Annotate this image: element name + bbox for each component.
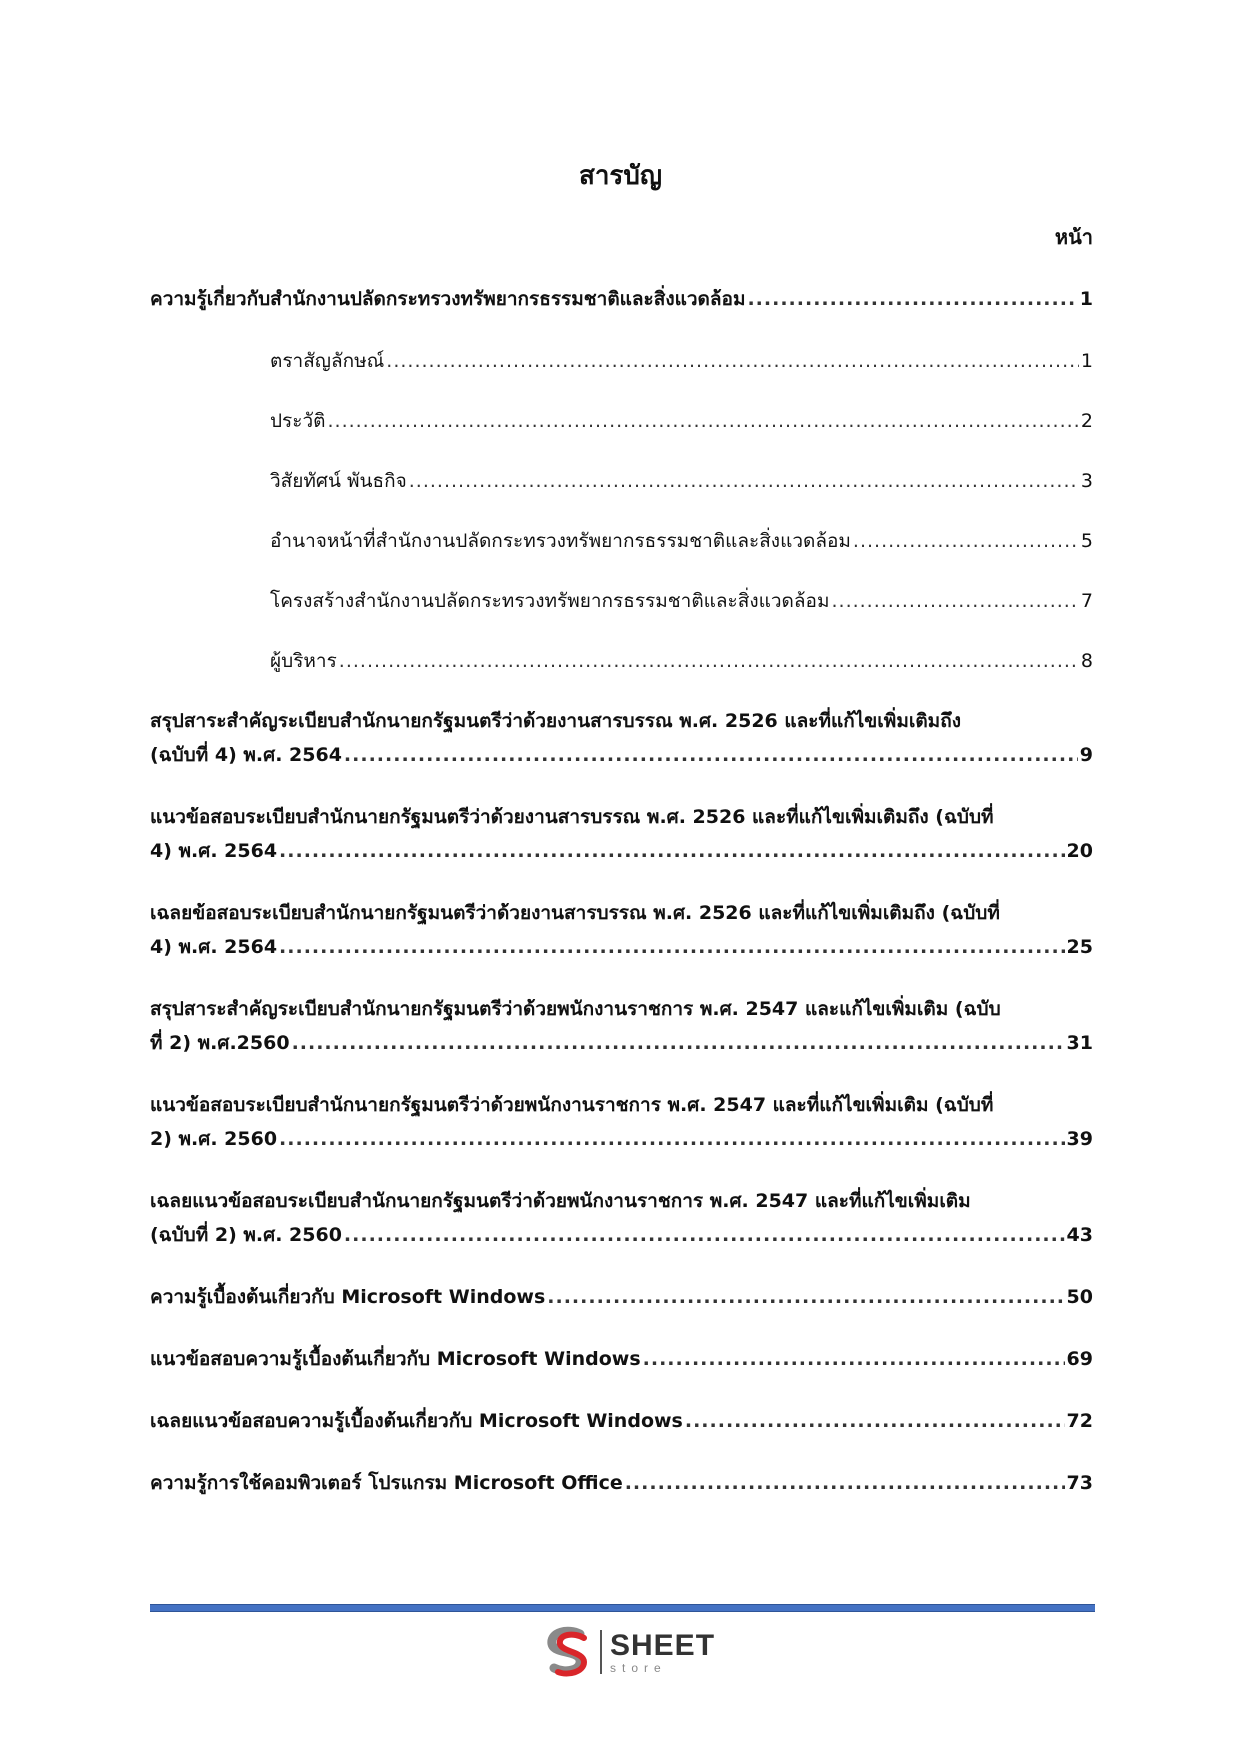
toc-entry-row xyxy=(150,738,1093,772)
toc-subentry xyxy=(270,464,1093,498)
table-of-contents xyxy=(150,282,1093,1528)
toc-entry-row xyxy=(150,1466,1093,1500)
toc-dot-leader xyxy=(279,1122,1065,1156)
toc-page-number: 69 xyxy=(1066,1348,1093,1370)
toc-entry-row xyxy=(150,1218,1093,1252)
toc-page-number: 3 xyxy=(1080,470,1093,492)
toc-entry xyxy=(150,1088,1093,1156)
toc-dot-leader xyxy=(409,464,1079,498)
toc-entry-title: ผู้บริหาร xyxy=(270,650,337,672)
toc-entry xyxy=(150,992,1093,1060)
toc-entry xyxy=(150,1342,1093,1376)
toc-page-number: 31 xyxy=(1066,1032,1093,1054)
toc-subentry xyxy=(270,344,1093,378)
toc-entry-title: (ฉบับที่ 4) พ.ศ. 2564 xyxy=(150,744,342,766)
toc-entry-row xyxy=(150,930,1093,964)
toc-dot-leader xyxy=(339,644,1079,678)
toc-entry-row xyxy=(270,584,1093,618)
page-title: สารบัญ xyxy=(578,161,663,191)
toc-entry-title: เฉลยแนวข้อสอบความรู้เบื้องต้นเกี่ยวกับ Microsoft Windows xyxy=(150,1410,683,1432)
toc-page-number: 5 xyxy=(1080,530,1093,552)
toc-dot-leader xyxy=(279,930,1065,964)
toc-subentry xyxy=(270,644,1093,678)
toc-page-number: 25 xyxy=(1066,936,1093,958)
toc-entry-line: สรุปสาระสำคัญระเบียบสำนักนายกรัฐมนตรีว่าด้วยงานสารบรรณ พ.ศ. 2526 และที่แก้ไขเพิ่มเติมถึง xyxy=(150,710,961,732)
toc-entry xyxy=(150,704,1093,772)
logo-subword: store xyxy=(610,1660,667,1675)
toc-entry-line: สรุปสาระสำคัญระเบียบสำนักนายกรัฐมนตรีว่าด้วยพนักงานราชการ พ.ศ. 2547 และแก้ไขเพิ่มเติม (ฉบับ xyxy=(150,998,1001,1020)
toc-dot-leader xyxy=(853,524,1079,558)
toc-dot-leader xyxy=(643,1342,1065,1376)
toc-entry xyxy=(150,282,1093,316)
toc-entry-line: แนวข้อสอบระเบียบสำนักนายกรัฐมนตรีว่าด้วยงานสารบรรณ พ.ศ. 2526 และที่แก้ไขเพิ่มเติมถึง (ฉบับที่ xyxy=(150,806,994,828)
toc-subentry xyxy=(270,524,1093,558)
toc-dot-leader xyxy=(831,584,1078,618)
toc-entry-row xyxy=(150,282,1093,316)
toc-page-number: 2 xyxy=(1080,410,1093,432)
sheet-store-logo-icon xyxy=(540,1624,596,1680)
toc-entry-row xyxy=(270,644,1093,678)
toc-entry-title: ประวัติ xyxy=(270,410,326,432)
toc-entry-row xyxy=(270,404,1093,438)
toc-dot-leader xyxy=(292,1026,1065,1060)
toc-entry-row xyxy=(150,1342,1093,1376)
toc-dot-leader xyxy=(685,1404,1065,1438)
toc-entry-title: ความรู้เกี่ยวกับสำนักงานปลัดกระทรวงทรัพยากรธรรมชาติและสิ่งแวดล้อม xyxy=(150,288,746,310)
toc-entry-line: เฉลยข้อสอบระเบียบสำนักนายกรัฐมนตรีว่าด้วยงานสารบรรณ พ.ศ. 2526 และที่แก้ไขเพิ่มเติมถึง (ฉบับที่ xyxy=(150,902,1000,924)
toc-entry-row xyxy=(150,834,1093,868)
toc-dot-leader xyxy=(279,834,1065,868)
toc-subentry xyxy=(270,404,1093,438)
toc-entry-title: 4) พ.ศ. 2564 xyxy=(150,840,278,862)
toc-page-number: 50 xyxy=(1066,1286,1093,1308)
toc-page-number: 1 xyxy=(1079,288,1093,310)
toc-page-number: 20 xyxy=(1066,840,1093,862)
toc-entry-title: อำนาจหน้าที่สำนักงานปลัดกระทรวงทรัพยากรธรรมชาติและสิ่งแวดล้อม xyxy=(270,530,851,552)
toc-entry-row xyxy=(270,464,1093,498)
toc-subentry xyxy=(270,584,1093,618)
toc-entry xyxy=(150,1404,1093,1438)
toc-entry-row xyxy=(150,1280,1093,1314)
toc-dot-leader xyxy=(747,282,1077,316)
toc-entry-title: โครงสร้างสำนักงานปลัดกระทรวงทรัพยากรธรรมชาติและสิ่งแวดล้อม xyxy=(270,590,830,612)
toc-entry-line: แนวข้อสอบระเบียบสำนักนายกรัฐมนตรีว่าด้วยพนักงานราชการ พ.ศ. 2547 และที่แก้ไขเพิ่มเติม (ฉบับที่ xyxy=(150,1094,994,1116)
toc-entry-title: วิสัยทัศน์ พันธกิจ xyxy=(270,470,407,492)
toc-page-number: 8 xyxy=(1080,650,1093,672)
logo-divider xyxy=(600,1630,602,1674)
toc-page-number: 43 xyxy=(1066,1224,1093,1246)
toc-dot-leader xyxy=(344,738,1078,772)
logo-text xyxy=(610,1628,716,1675)
toc-entry-title: 4) พ.ศ. 2564 xyxy=(150,936,278,958)
logo-word: SHEET xyxy=(610,1628,716,1662)
toc-dot-leader xyxy=(625,1466,1065,1500)
page-column-header: หน้า xyxy=(1054,225,1093,249)
toc-entry-row xyxy=(150,1404,1093,1438)
toc-dot-leader xyxy=(547,1280,1064,1314)
toc-page-number: 72 xyxy=(1066,1410,1093,1432)
toc-page-number: 39 xyxy=(1066,1128,1093,1150)
toc-dot-leader xyxy=(344,1218,1065,1252)
toc-entry-title: 2) พ.ศ. 2560 xyxy=(150,1128,278,1150)
toc-dot-leader xyxy=(386,344,1079,378)
toc-entry-title: ตราสัญลักษณ์ xyxy=(270,350,385,372)
toc-entry-row xyxy=(150,1122,1093,1156)
toc-entry-line: เฉลยแนวข้อสอบระเบียบสำนักนายกรัฐมนตรีว่าด้วยพนักงานราชการ พ.ศ. 2547 และที่แก้ไขเพิ่มเติม xyxy=(150,1190,971,1212)
toc-page-number: 73 xyxy=(1066,1472,1093,1494)
toc-entry xyxy=(150,800,1093,868)
toc-entry-title: ที่ 2) พ.ศ.2560 xyxy=(150,1032,290,1054)
toc-entry xyxy=(150,1466,1093,1500)
sheet-store-logo xyxy=(540,1624,720,1680)
toc-entry-row xyxy=(270,524,1093,558)
toc-entry-title: ความรู้การใช้คอมพิวเตอร์ โปรแกรม Microsoft Office xyxy=(150,1472,623,1494)
toc-entry xyxy=(150,896,1093,964)
toc-page-number: 9 xyxy=(1079,744,1093,766)
toc-entry-row xyxy=(150,1026,1093,1060)
footer-rule xyxy=(150,1604,1095,1612)
toc-entry xyxy=(150,1280,1093,1314)
toc-entry-title: แนวข้อสอบความรู้เบื้องต้นเกี่ยวกับ Microsoft Windows xyxy=(150,1348,641,1370)
toc-page-number: 7 xyxy=(1080,590,1093,612)
toc-entry-title: (ฉบับที่ 2) พ.ศ. 2560 xyxy=(150,1224,342,1246)
toc-entry-title: ความรู้เบื้องต้นเกี่ยวกับ Microsoft Windows xyxy=(150,1286,546,1308)
toc-page-number: 1 xyxy=(1080,350,1093,372)
toc-entry-row xyxy=(270,344,1093,378)
toc-entry xyxy=(150,1184,1093,1252)
toc-dot-leader xyxy=(327,404,1078,438)
